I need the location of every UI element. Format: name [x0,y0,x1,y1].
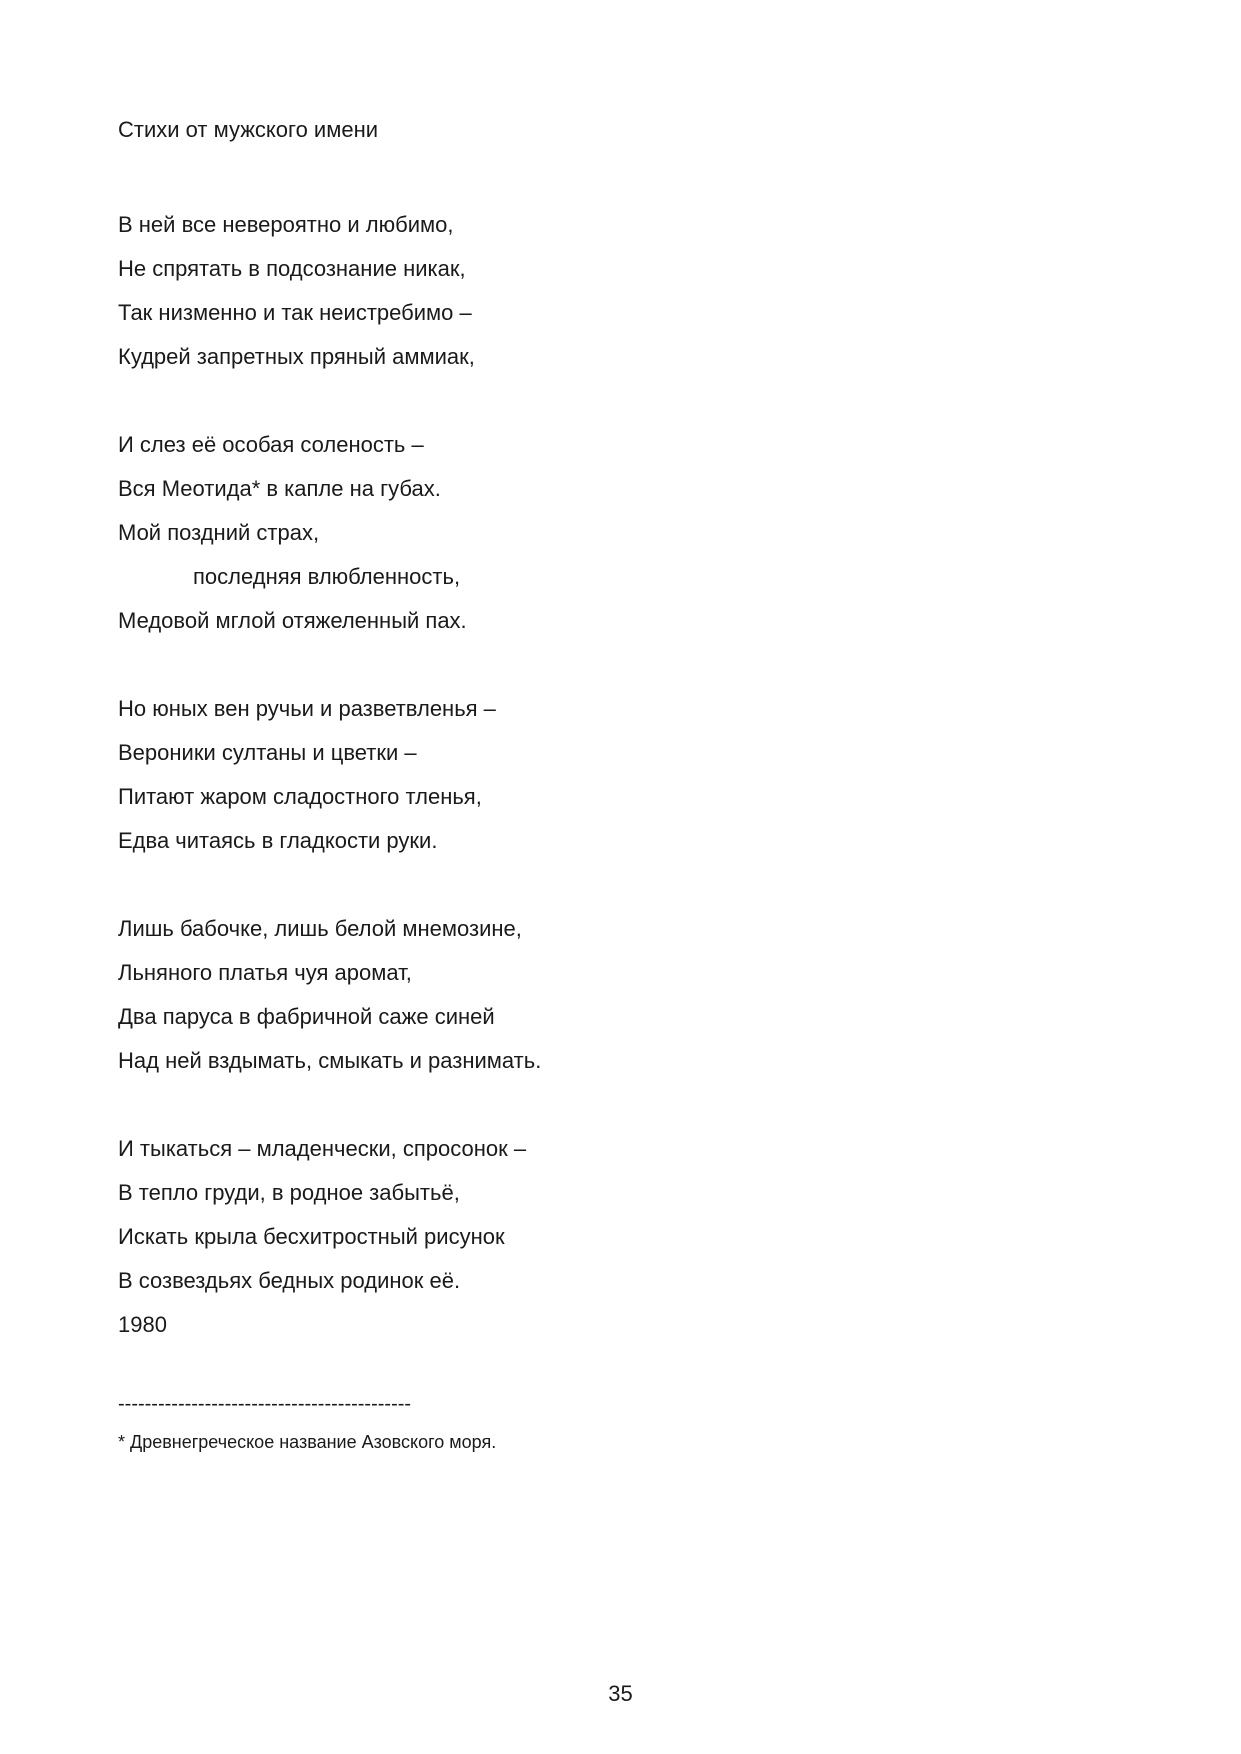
poem-line: И слез её особая соленость – [118,432,424,457]
poem-line: Не спрятать в подсознание никак, [118,256,466,281]
poem-line: Искать крыла бесхитростный рисунок [118,1224,505,1249]
poem-line: Едва читаясь в гладкости руки. [118,828,438,853]
footnote-separator: -------------------------------------------- [118,1393,412,1415]
poem-line: Так низменно и так неистребимо – [118,300,472,325]
poem-line: В ней все невероятно и любимо, [118,212,454,237]
footnote: * Древнегреческое название Азовского моря. [118,1432,497,1452]
poem-line: Над ней вздымать, смыкать и разнимать. [118,1048,542,1073]
page-number: 35 [608,1681,633,1706]
stanza-1 [118,203,1018,379]
poem-body [118,203,1018,1347]
stanza-2 [118,423,1018,643]
poem-line: Вся Меотида* в капле на губах. [118,476,441,501]
poem-line: Вероники султаны и цветки – [118,740,417,765]
poem-line: Лишь бабочке, лишь белой мнемозине, [118,916,522,941]
poem-year: 1980 [118,1312,167,1337]
poem-line: Мой поздний страх, [118,520,320,545]
poem-line: Но юных вен ручьи и разветвленья – [118,696,496,721]
poem-line: Льняного платья чуя аромат, [118,960,412,985]
poem-line: Питают жаром сладостного тленья, [118,784,482,809]
stanza-5 [118,1127,1018,1303]
poem-line: Медовой мглой отяжеленный пах. [118,608,467,633]
poem-line: В тепло груди, в родное забытьё, [118,1180,460,1205]
poem-line: И тыкаться – младенчески, спросонок – [118,1136,527,1161]
poem-line-indented: последняя влюбленность, [193,564,461,589]
poem-line: Кудрей запретных пряный аммиак, [118,344,475,369]
stanza-3 [118,687,1018,863]
poem-line: Два паруса в фабричной саже синей [118,1004,495,1029]
stanza-4 [118,907,1018,1083]
poem-line: В созвездьях бедных родинок её. [118,1268,461,1293]
poem-title: Стихи от мужского имени [118,117,379,142]
